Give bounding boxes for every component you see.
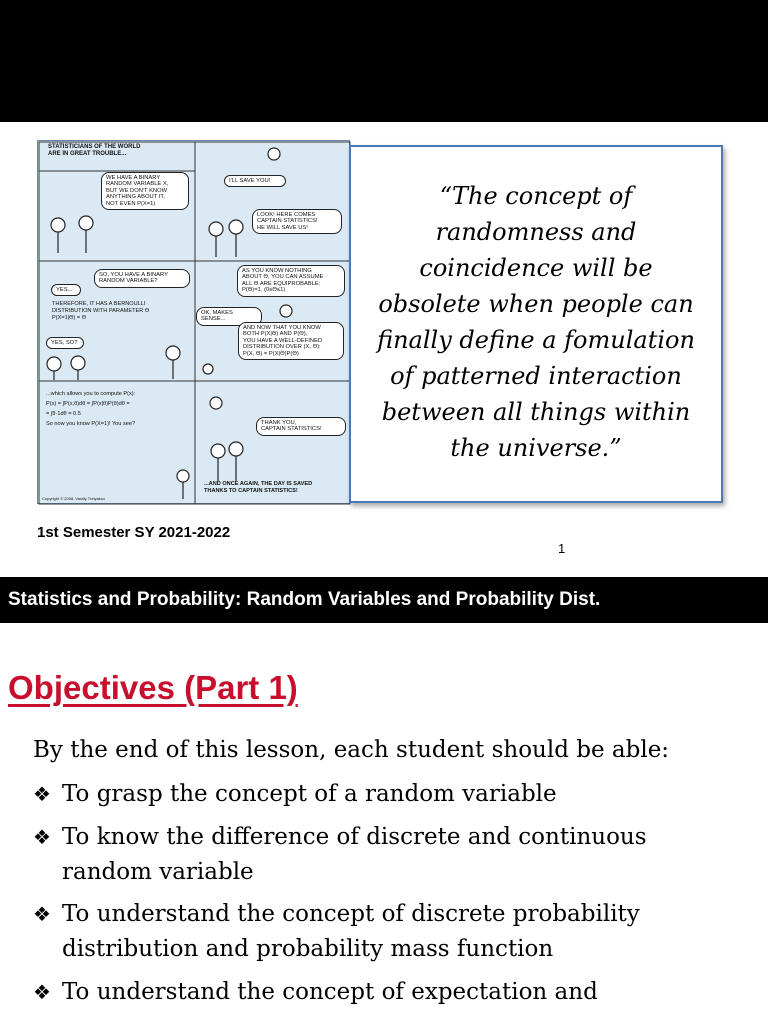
- quote-text: “The concept of randomness and coincidence will be obsolete when people can finally define a fomulation of patterned interaction between all things within the universe.”: [377, 182, 695, 462]
- objective-text: To understand the concept of expectation and: [62, 979, 598, 1005]
- bullet-diamond-icon: ❖: [33, 825, 51, 849]
- page-number: 1: [558, 541, 566, 556]
- top-black-band: [0, 0, 768, 122]
- comic-bubble: LOOK! HERE COMES CAPTAIN STATISTICS! HE WILL SAVE US!: [252, 209, 342, 234]
- slide-title-bar: [0, 577, 768, 623]
- comic-bubble: THANK YOU, CAPTAIN STATISTICS!: [256, 417, 346, 436]
- quote-box: [349, 145, 723, 503]
- comic-bubble: YES...: [51, 284, 81, 296]
- objective-text: To know the difference of discrete and continuous random variable: [62, 824, 647, 885]
- comic-panel-text: THEREFORE, IT HAS A BERNOULLI DISTRIBUTION WITH PARAMETER Θ P(X=1|Θ) = Θ: [52, 301, 150, 321]
- comic-bubble: WE HAVE A BINARY RANDOM VARIABLE X, BUT WE DON'T KNOW ANYTHING ABOUT IT, NOT EVEN P(X=1): [101, 172, 189, 210]
- comic-bubble: AS YOU KNOW NOTHING ABOUT Θ, YOU CAN ASSUME ALL Θ ARE EQUIPROBABLE: P(Θ)=1, (0≤Θ≤1): [237, 265, 345, 297]
- objective-text: To understand the concept of discrete probability distribution and probability mass function: [62, 901, 640, 962]
- comic-header-text: STATISTICIANS OF THE WORLD ARE IN GREAT TROUBLE...: [48, 144, 141, 157]
- bullet-diamond-icon: ❖: [33, 782, 51, 806]
- comic-caption: ...AND ONCE AGAIN, THE DAY IS SAVED THANKS TO CAPTAIN STATISTICS!: [204, 481, 313, 494]
- semester-label: 1st Semester SY 2021-2022: [37, 524, 231, 541]
- bullet-diamond-icon: ❖: [33, 902, 51, 926]
- bullet-diamond-icon: ❖: [33, 980, 51, 1004]
- comic-copyright: Copyright © 2008, Vasiliy Tretyakov: [42, 496, 106, 501]
- objective-text: To grasp the concept of a random variable: [62, 781, 557, 807]
- intro-text: By the end of this lesson, each student should be able:: [33, 737, 670, 763]
- comic-bubble: I'LL SAVE YOU!: [224, 175, 286, 187]
- comic-bubble: OK, MAKES SENSE...: [196, 307, 262, 326]
- comic-strip-image: [37, 140, 350, 504]
- comic-bubble: AND NOW THAT YOU KNOW BOTH P(X|Θ) AND P(Θ), YOU HAVE A WELL-DEFINED DISTRIBUTION OVER (X, Θ): P(X, Θ) = P(X|Θ)P(Θ): [238, 322, 344, 360]
- objectives-heading: Objectives (Part 1): [8, 669, 298, 706]
- comic-bubble: YES, SO?: [46, 337, 84, 349]
- comic-panel-formula: ...which allows you to compute P(x): P(x) = ∫P(x,θ)dθ = ∫P(x|θ)P(θ)dθ = = ∫θ·1dθ = 0.5 So now you know P(X=1)! You see?: [46, 391, 136, 427]
- objective-item: [33, 820, 647, 890]
- slide-title-text: Statistics and Probability: Random Variables and Probability Dist.: [8, 589, 601, 610]
- objective-item: [33, 897, 640, 967]
- objective-item: [33, 777, 557, 812]
- objective-item: [33, 975, 598, 1010]
- comic-bubble: SO, YOU HAVE A BINARY RANDOM VARIABLE?: [94, 269, 190, 288]
